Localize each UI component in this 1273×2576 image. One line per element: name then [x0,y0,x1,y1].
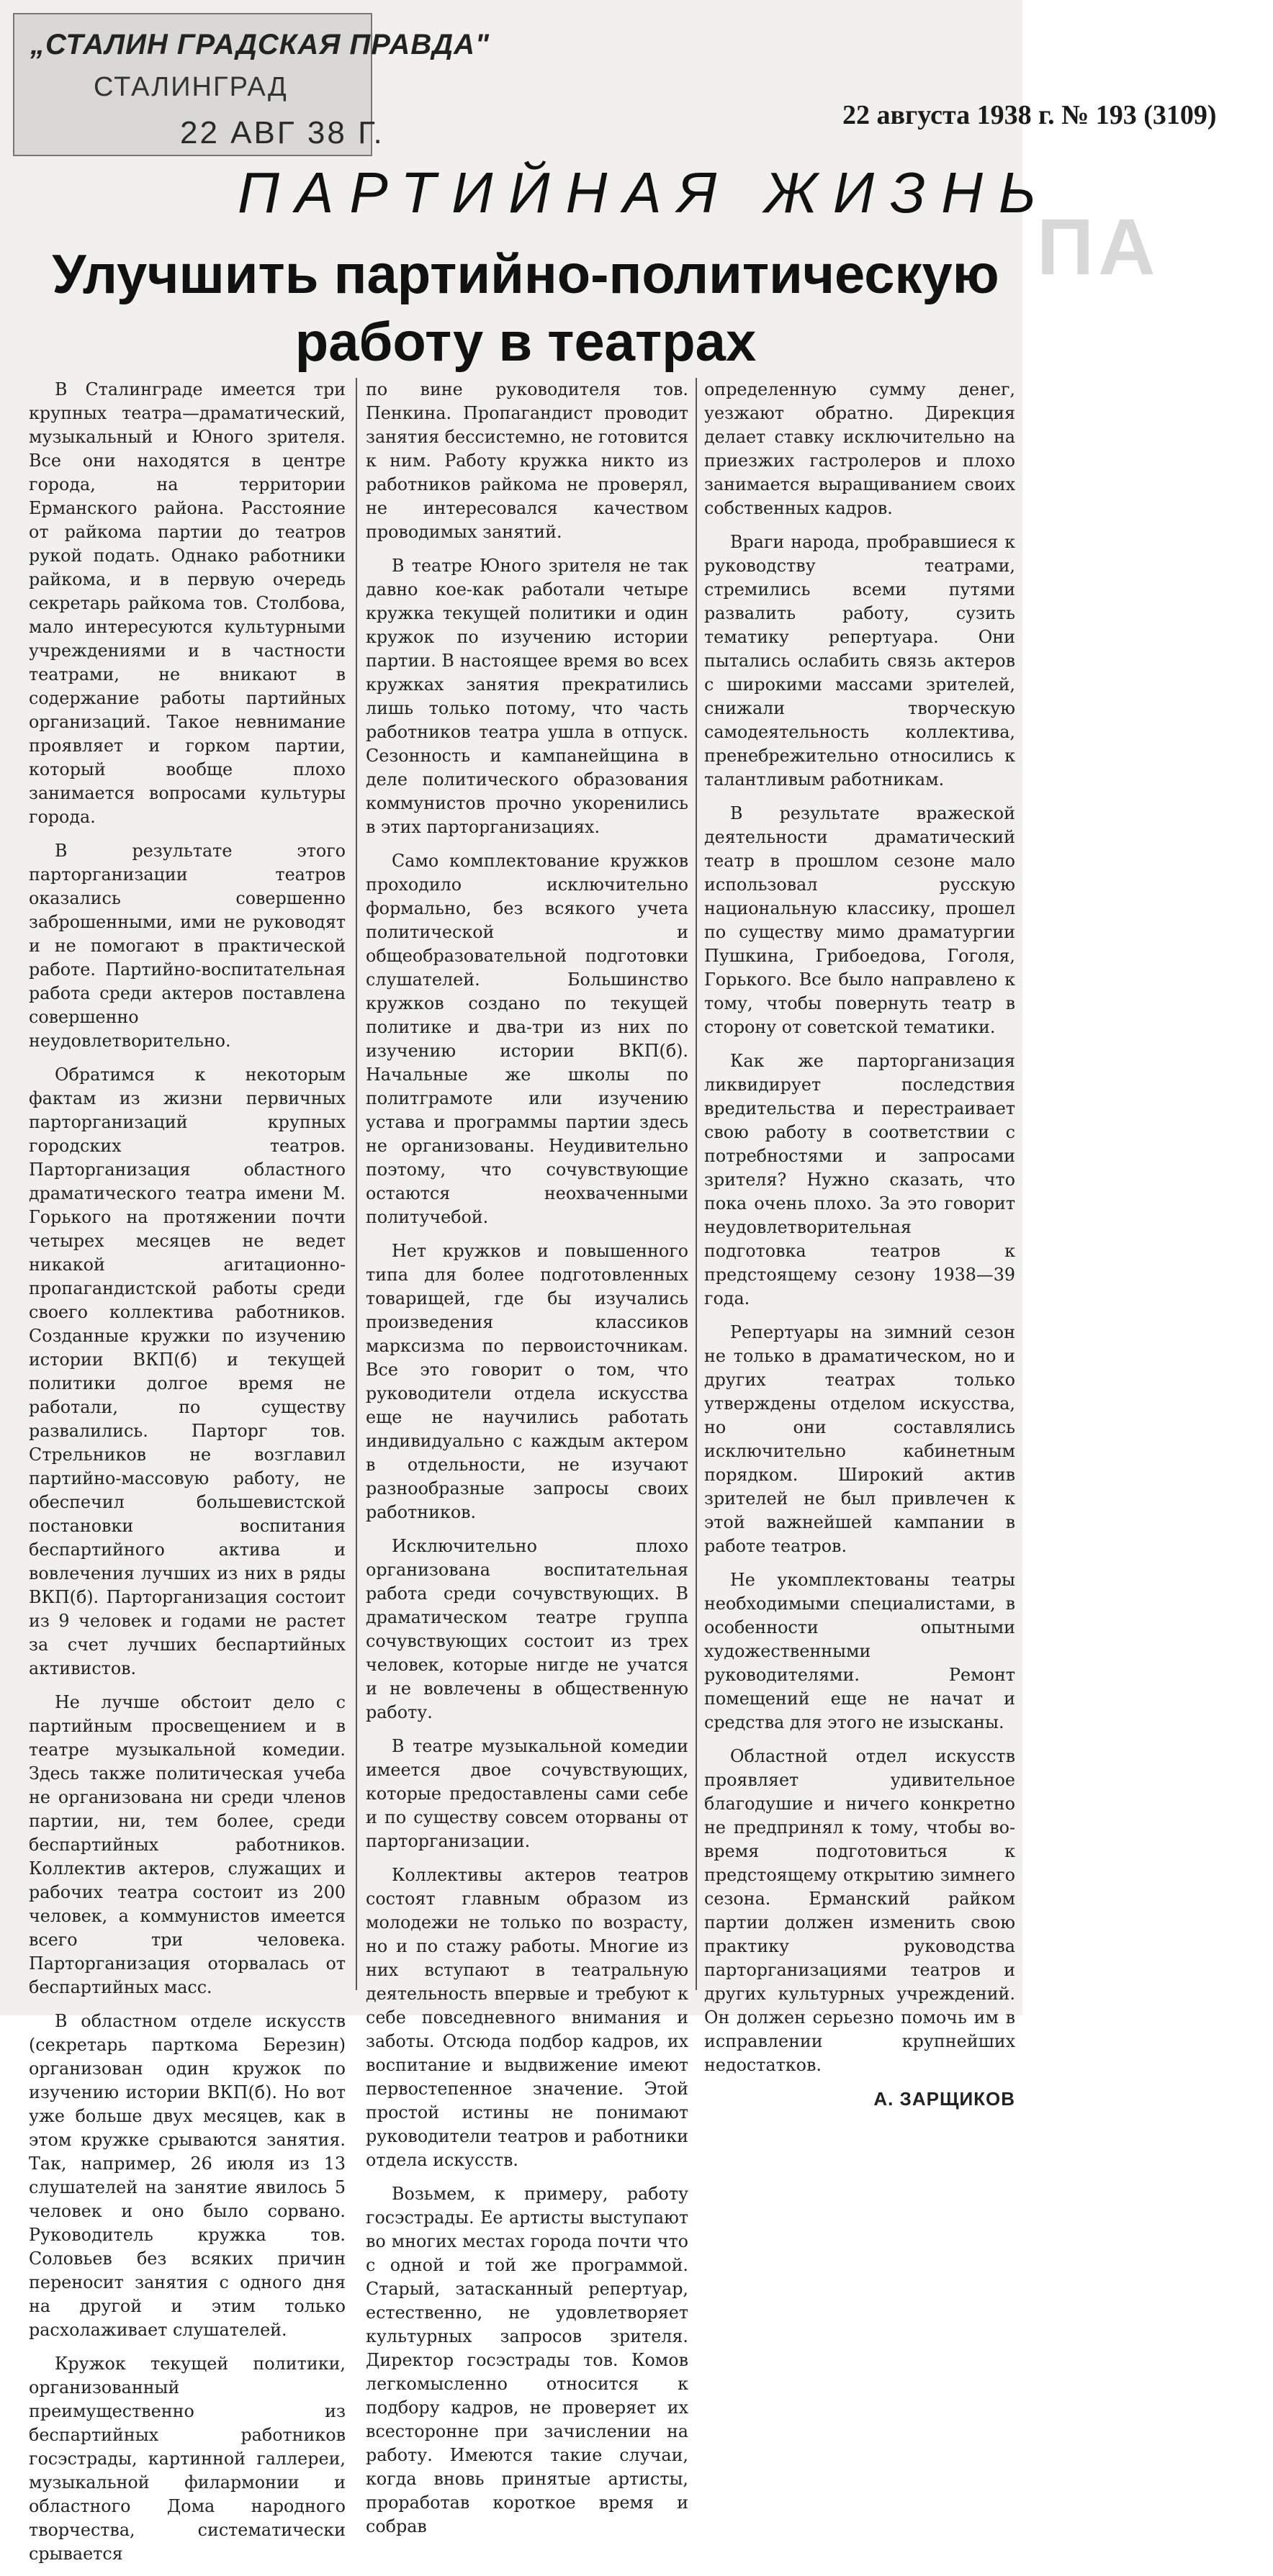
paragraph: определенную сумму денег, уезжают обратно. Дирекция делает ставку исключительно на приезжих гастролеров и плохо занимается выращиванием своих собственных кадров. [704,379,1015,518]
paragraph: В результате вражеской деятельности драматический театр в прошлом сезоне мало использовал русскую национальную классику, прошел по существу мимо драматургии Пушкина, Грибоедова, Гоголя, Горького. Все было направлено к тому, чтобы повернуть театр в сторону от советской тематики. [704,803,1015,1037]
column-divider [356,378,357,1990]
paragraph: Не лучше обстоит дело с партийным просвещением и в театре музыкальной комедии. Здесь также политическая учеба не организована ни среди членов партии, ни, тем более, среди беспартийных работников. Коллектив актеров, служащих и рабочих театра состоит из 200 человек, а коммунистов имеется всего три человека. Парторганизация оторвалась от беспартийных масс. [29,1692,346,1997]
article-column-3 [704,378,1015,2111]
paragraph: В результате этого парторганизации театров оказались совершенно заброшенными, ими не руководят и не помогают в практической работе. Партийно-воспитательная работа среди актеров поставлена совершенно неудовлетворительно. [29,841,346,1051]
paragraph: Как же парторганизация ликвидирует последствия вредительства и перестраивает свою работу в соответствии с потребностями и запросами зрителя? Нужно сказать, что пока очень плохо. За это говорит неудовлетворительная подготовка театров к предстоящему сезону 1938—39 года. [704,1051,1015,1309]
paragraph: Репертуары на зимний сезон не только в драматическом, но и других театрах только утверждены отделом искусства, но они составлялись исключительно кабинетным порядком. Широкий актив зрителей не был привлечен к этой важнейшей кампании в работе театров. [704,1322,1015,1556]
paragraph: Коллективы актеров театров состоят главным образом из молодежи не только по возрасту, но и по стажу работы. Многие из них вступают в театральную деятельность впервые и требуют к себе повседневного внимания и заботы. Отсюда подбор кадров, их воспитание и выдвижение имеют первостепенное значение. Этой простой истины не понимают руководители театров и работники отдела искусств. [366,1865,688,2170]
paragraph: В театре Юного зрителя не так давно кое-как работали четыре кружка текущей политики и один кружок по изучению истории партии. В настоящее время во всех кружках занятия прекратились лишь только потому, что часть работников театра ушла в отпуск. Сезонность и кампанейщина в деле политического образования коммунистов прочно укоренились в этих парторганизациях. [366,556,688,837]
paragraph: Враги народа, пробравшиеся к руководству театрами, стремились всеми путями развалить работу, сузить тематику репертуара. Они пытались ослабить связь актеров с широкими массами зрителей, снижали творческую самодеятельность коллектива, пренебрежительно относились к талантливым работникам. [704,532,1015,790]
paragraph: Не укомплектованы театры необходимыми специалистами, в особенности опытными художественными руководителями. Ремонт помещений еще не начат и средства для этого не изысканы. [704,1570,1015,1732]
faded-heading-fragment: ПА [1037,203,1160,292]
author-signature: А. ЗАРЩИКОВ [873,2088,1015,2110]
article-column-1 [29,378,346,2576]
paragraph: Нет кружков и повышенного типа для более подготовленных товарищей, где бы изучались произведения классиков марксизма по первоисточникам. Все это говорит о том, что руководители отдела искусства еще не научились работать индивидуально с каждым актером в отдельности, не изучают разнообразные запросы своих работников. [366,1241,688,1522]
headline-line-1: Улучшить партийно-политическую [52,244,999,305]
paragraph: Возьмем, к примеру, работу госэстрады. Ее артисты выступают во многих местах города почти что с одной и той же программой. Старый, затасканный репертуар, естественно, не удовлетворяет культурных запросов зрителя. Директор госэстрады тов. Комов легкомысленно относится к подбору кадров, не проверяет их всесторонне при зачислении на работу. Имеются такие случаи, когда вновь принятые артисты, проработав короткое время и собрав [366,2184,688,2536]
stamp-date: 22 АВГ 38 Г. [180,115,384,150]
paragraph: по вине руководителя тов. Пенкина. Пропагандист проводит занятия бессистемно, не готовится к ним. Работу кружка никто из работников райкома не проверял, не интересовался качеством проводимых занятий. [366,379,688,542]
paragraph: В театре музыкальной комедии имеется двое сочувствующих, которые предоставлены сами себе и по существу совсем оторваны от парторганизации. [366,1736,688,1851]
adjacent-clipping-fragment [1030,137,1273,317]
article-column-2 [366,378,688,2549]
paragraph: В областном отделе искусств (секретарь парткома Березин) организован один кружок по изучению истории ВКП(б). Но вот уже больше двух месяцев, как в этом кружке срываются занятия. Так, например, 26 июля из 13 слушателей на занятие явилось 5 человек и оно было сорвано. Руководитель кружка тов. Соловьев без всяких причин переносит занятия с одного дня на другой и этим только расхолаживает слушателей. [29,2011,346,2340]
section-rubric: ПАРТИЙНАЯ ЖИЗНЬ [238,161,1052,225]
article-headline [22,241,1030,376]
stamp-city: СТАЛИНГРАД [94,72,288,102]
headline-line-2: работу в театрах [294,312,757,373]
paragraph: Областной отдел искусств проявляет удивительное благодушие и ничего конкретно не предпринял к тому, чтобы во-время подготовиться к предстоящему открытию зимнего сезона. Ерманский райком партии должен изменить свою практику руководства парторганизациями театров и других культурных учреждений. Он должен серьезно помочь им в исправлении крупнейших недостатков. [704,1746,1015,2075]
paragraph: Обратимся к некоторым фактам из жизни первичных парторганизаций крупных городских театров. Парторганизация областного драматического театра имени М. Горького на протяжении почти четырех месяцев не ведет никакой агитационно-пропагандистской работы среди своего коллектива работников. Созданные кружки по изучению истории ВКП(б) и текущей политики долгое время не работали, по существу развалились. Парторг тов. Стрельников не возглавил партийно-массовую работу, не обеспечил большевистской постановки воспитания беспартийного актива и вовлечения лучших из них в ряды ВКП(б). Парторганизация состоит из 9 человек и годами не растет за счет лучших беспартийных активистов. [29,1065,346,1678]
paragraph: Кружок текущей политики, организованный преимущественно из беспартийных работников госэстрады, картинной галлереи, музыкальной филармонии и областного Дома народного творчества, систематически срывается [29,2354,346,2564]
issue-date-number: 22 августа 1938 г. № 193 (3109) [842,100,1217,130]
library-stamp [13,13,490,156]
column-divider [696,378,697,1990]
paragraph: Исключительно плохо организована воспитательная работа среди сочувствующих. В драматическом театре группа сочувствующих состоит из трех человек, которые нигде не учатся и не вовлечены в общественную работу. [366,1536,688,1722]
paragraph: Само комплектование кружков проходило исключительно формально, без всякого учета политической и общеобразовательной подготовки слушателей. Большинство кружков создано по текущей политике и два-три из них по изучению истории ВКП(б). Начальные же школы по политграмоте или изучению устава и программы партии здесь не организованы. Неудивительно поэтому, что сочувствующие остаются неохваченными политучебой. [366,851,688,1227]
paragraph: В Сталинграде имеется три крупных театра—драматический, музыкальный и Юного зрителя. Все они находятся в центре города, на территории Ерманского района. Расстояние от райкома партии до театров рукой подать. Однако работники райкома, и в первую очередь секретарь райкома тов. Столбова, мало интересуются культурными учреждениями и в частности театрами, не вникают в содержание работы партийных организаций. Такое невнимание проявляет и горком партии, который вообще плохо занимается вопросами культуры города. [29,379,346,827]
stamp-newspaper-name: „СТАЛИН ГРАДСКАЯ ПРАВДА" [30,29,490,60]
